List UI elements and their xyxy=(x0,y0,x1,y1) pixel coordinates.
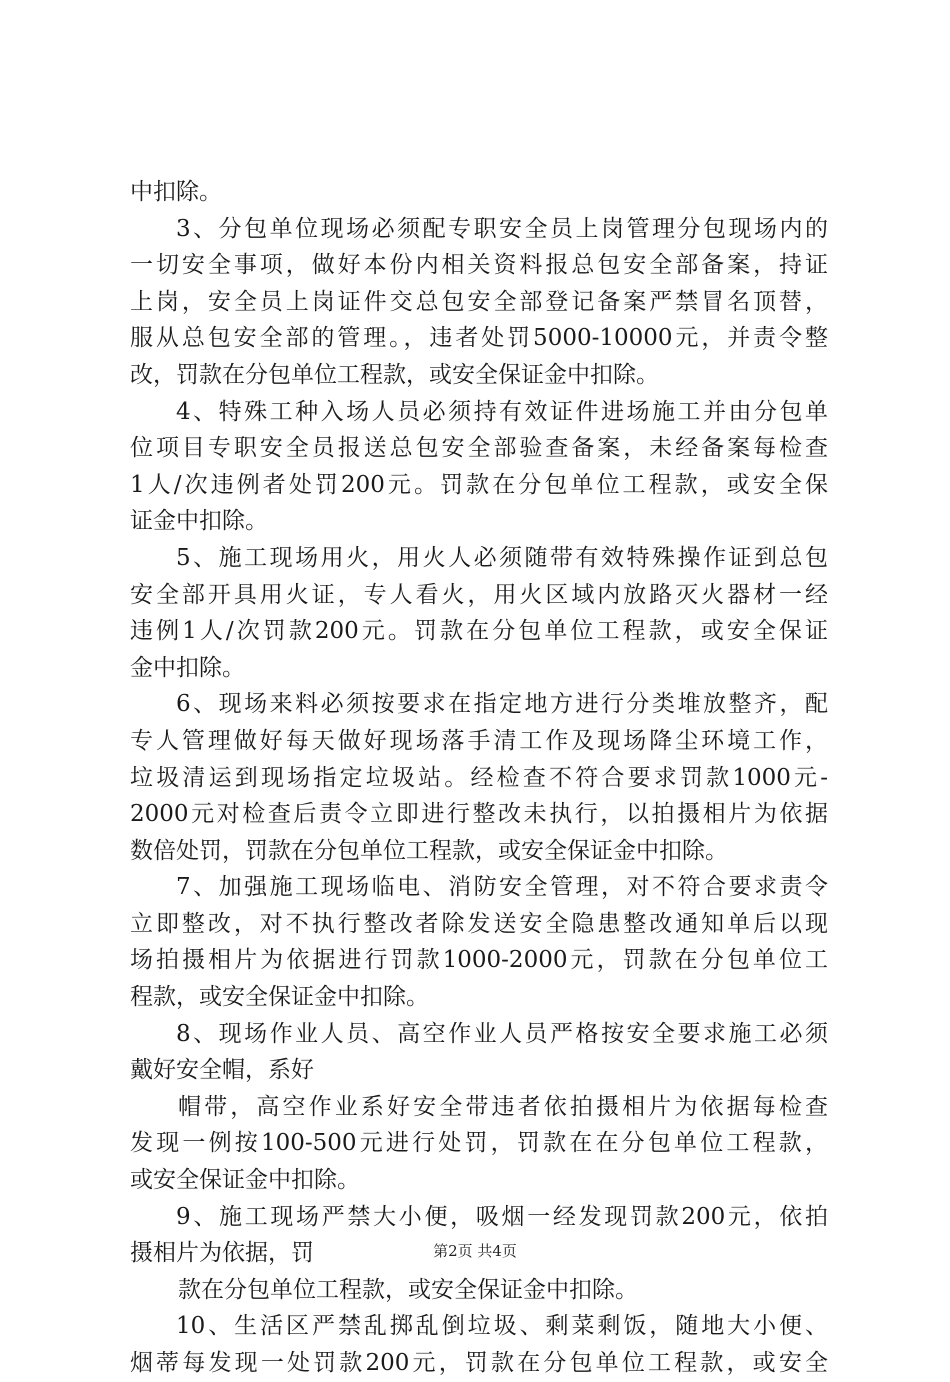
text-line: 上岗，安全员上岗证件交总包安全部登记备案严禁冒名顶替， xyxy=(130,288,828,315)
text-line: 烟蒂每发现一处罚款200元，罚款在分包单位工程款，或安全 xyxy=(130,1350,828,1376)
text-line: 数倍处罚，罚款在分包单位工程款，或安全保证金中扣除。 xyxy=(130,837,728,864)
text-line: 专人管理做好每天做好现场落手清工作及现场降尘环境工作， xyxy=(130,727,828,754)
text-line: 违例1人/次罚款200元。罚款在分包单位工程款，或安全保证 xyxy=(130,618,828,645)
text-line: 摄相片为依据，罚 xyxy=(130,1240,314,1267)
text-line: 8、现场作业人员、高空作业人员严格按安全要求施工必须 xyxy=(176,1020,828,1047)
text-line: 金中扣除。 xyxy=(130,654,245,681)
text-line: 戴好安全帽，系好 xyxy=(130,1057,314,1084)
text-line: 10、生活区严禁乱掷乱倒垃圾、剩菜剩饭，随地大小便、 xyxy=(176,1313,828,1340)
text-line: 立即整改，对不执行整改者除发送安全隐患整改通知单后以现 xyxy=(130,910,828,937)
text-line: 发现一例按100-500元进行处罚，罚款在在分包单位工程款， xyxy=(130,1130,828,1157)
text-line: 帽带，高空作业系好安全带违者依拍摄相片为依据每检查 xyxy=(178,1093,828,1120)
text-line: 安全部开具用火证，专人看火，用火区域内放路灭火器材一经 xyxy=(130,581,828,608)
text-line: 程款，或安全保证金中扣除。 xyxy=(130,984,429,1011)
text-line: 位项目专职安全员报送总包安全部验查备案，未经备案每检查 xyxy=(130,435,828,462)
text-line: 改，罚款在分包单位工程款，或安全保证金中扣除。 xyxy=(130,361,659,388)
text-line: 1人/次违例者处罚200元。罚款在分包单位工程款，或安全保 xyxy=(130,471,828,498)
text-line: 6、现场来料必须按要求在指定地方进行分类堆放整齐，配 xyxy=(176,691,828,718)
text-line: 场拍摄相片为依据进行罚款1000-2000元，罚款在分包单位工 xyxy=(130,947,828,974)
text-line: 7、加强施工现场临电、消防安全管理，对不符合要求责令 xyxy=(176,874,828,901)
document-body xyxy=(130,174,828,1382)
text-line: 3、分包单位现场必须配专职安全员上岗管理分包现场内的 xyxy=(176,215,828,242)
text-line: 垃圾清运到现场指定垃圾站。经检查不符合要求罚款1000元- xyxy=(130,764,828,791)
text-line: 服从总包安全部的管理。，违者处罚5000-10000元，并责令整 xyxy=(130,325,828,352)
page-footer: 第2页 共4页 xyxy=(433,1242,517,1260)
text-line: 4、特殊工种入场人员必须持有效证件进场施工并由分包单 xyxy=(176,398,828,425)
text-line: 一切安全事项，做好本份内相关资料报总包安全部备案，持证 xyxy=(130,252,828,279)
text-line: 中扣除。 xyxy=(130,179,222,205)
text-line: 2000元对检查后责令立即进行整改未执行，以拍摄相片为依据 xyxy=(130,801,828,828)
text-line: 9、施工现场严禁大小便，吸烟一经发现罚款200元，依拍 xyxy=(176,1203,828,1230)
text-line: 5、施工现场用火，用火人必须随带有效特殊操作证到总包 xyxy=(176,544,828,571)
text-line: 款在分包单位工程款，或安全保证金中扣除。 xyxy=(178,1276,638,1303)
text-line: 证金中扣除。 xyxy=(130,508,268,535)
text-line: 或安全保证金中扣除。 xyxy=(130,1167,360,1194)
